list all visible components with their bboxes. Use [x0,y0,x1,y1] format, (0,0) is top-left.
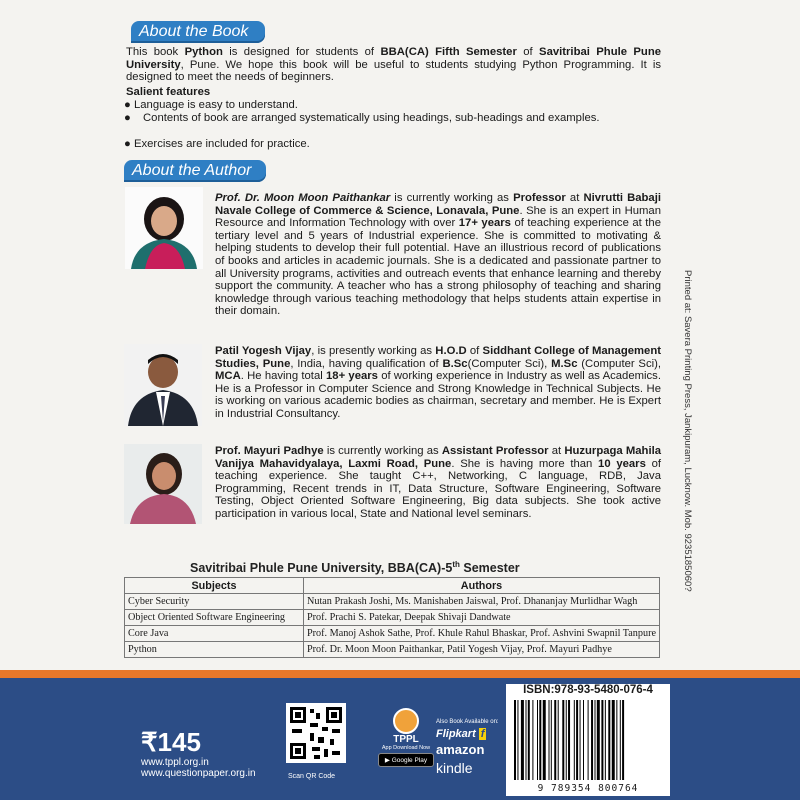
orange-divider [0,670,800,678]
author-photo-2 [124,344,202,426]
text: th [452,560,460,569]
feature-item [124,138,664,151]
author-3-bio [215,445,661,521]
flipkart-text: Flipkart [436,728,476,740]
feature-item [124,99,664,112]
tppl-logo-icon [393,708,419,734]
google-play-label: Google Play [391,757,428,764]
text: at [565,192,584,204]
tppl-label: TPPL [393,734,419,745]
table-cell: Prof. Manoj Ashok Sathe, Prof. Khule Rahul Bhaskar, Prof. Ashvini Swapnil Tanpure [304,626,660,642]
table-row [125,642,660,658]
amazon-logo[interactable]: amazon [436,742,485,757]
feature-text: Contents of book are arranged systematically using headings, sub-headings and examples. [143,112,600,124]
text: Savitribai Phule Pune University, BBA(CA)-5 [190,561,453,576]
table-cell: Python [125,642,304,658]
text: of teaching experience at the tertiary level and 5 years of Industrial experience. She is committed to motivating & helping students to develop their full potential. Have an illustrious record of publications of books and articles in academic journals. She is a dedicated and passionate partner to all University programs, activities and outreach events that enhance learning and thereby support the community. A teacher who has a strong philosophy of teaching and sharing knowledge through various teaching methodology that helps students attain expertise in their domain. [215,217,661,318]
table-cell: Cyber Security [125,594,304,610]
portrait-icon [124,344,202,426]
portrait-icon [124,444,202,524]
text: of working experience in Industry as well as Academics. He is a Professor in Computer Science and Strong Knowledge in Technical Subjects. He is working on various academic bodies as chairman, secretary and member. He is Expert in Industrial Consultancy. [215,370,661,420]
text: (Computer Sci), [467,357,552,370]
subjects-authors-table [124,577,660,658]
text-bold: H.O.D [435,345,467,357]
salient-features-title: Salient features [126,86,211,98]
author-1-bio-part [215,192,661,318]
text-bold: Siddhant College of Management Studies, Pune [215,345,662,370]
kindle-logo[interactable]: kindle [436,760,473,776]
feature-text: Language is easy to understand. [133,99,298,111]
tppl-app[interactable] [378,708,434,767]
table-cell: Core Java [125,626,304,642]
bullet-icon: ● [124,138,131,150]
bullet-icon: ● [124,99,131,111]
qr-code[interactable] [286,703,346,763]
text-bold: BBA(CA) Fifth Semester [380,46,517,58]
text-bold: MCA [215,370,241,383]
text-bold: Savitribai Phule Pune University [126,46,662,71]
text-bold: 17+ years [458,217,511,230]
text: , Pune. We hope this book will be useful to students studying Python Programming. It is designed to meet the needs of beginners. [126,58,661,84]
feature-text: Exercises are included for practice. [133,138,310,150]
author-3-name: Prof. Mayuri Padhye [215,445,324,457]
tppl-sublabel: App Download Now [381,745,431,751]
table-row [125,594,660,610]
author-2-bio [215,345,661,421]
printer-note-text: Printed at: Savera Printing Press, Jankipuram, Lucknow. Mob. 9235185060? [682,270,693,592]
about-author-heading: About the Author [124,160,266,182]
text: This book [126,46,185,58]
price: ₹145 [141,727,201,757]
text: . He having total [240,370,326,383]
text: Semester [459,561,520,576]
bullet-icon: ● [124,112,131,124]
barcode-number: 9 789354 800764 [537,783,639,794]
table-header: Authors [304,578,660,594]
printer-note [683,270,697,630]
flipkart-bag-icon: f [480,728,485,740]
text: of teaching experience. She taught C++, Networking, C language, RDB, Java Programming, Recent trends in IT, Data Structure, Software Engineering, Software Testing, Object Oriented Software Engineering, Big data subjects. She took active participation in various local, State and National level seminars. [215,457,661,520]
author-1-name: Prof. Dr. Moon Moon Paithankar [215,192,391,204]
isbn-barcode [506,684,670,796]
qr-caption: Scan QR Code [288,773,336,780]
table-cell: Nutan Prakash Joshi, Ms. Manishaben Jaiswal, Prof. Dhananjay Murlidhar Wagh [304,594,660,610]
text: . She is having more than [451,457,599,470]
isbn-label: ISBN:978-93-5480-076-4 [523,684,653,696]
availability-label: Also Book Available on: [436,719,499,725]
text: of [466,345,483,357]
text-bold: B.Sc [442,357,468,370]
website-link[interactable]: www.tppl.org.in [141,757,209,768]
about-book-paragraph [126,46,661,84]
table-cell: Prof. Dr. Moon Moon Paithankar, Patil Yogesh Vijay, Prof. Mayuri Padhye [304,642,660,658]
website-link[interactable]: www.questionpaper.org.in [141,768,256,779]
table-header-row [125,578,660,594]
table-title [190,560,590,575]
text-bold: Nivrutti Babaji Navale College of Commerce & Science, Lonavala, Pune [215,192,661,217]
qr-code-icon [286,703,346,763]
text: (Computer Sci), [577,357,662,370]
author-photo-1 [125,187,203,269]
portrait-icon [125,187,203,269]
table-header: Subjects [125,578,304,594]
table-row [125,626,660,642]
text: . She is an expert in Human Resource and Information Technology with over [215,204,661,230]
text-bold: 18+ years [326,370,378,383]
text: is currently working as [390,192,514,204]
author-photo-3 [124,444,202,524]
google-play-badge[interactable] [378,753,434,767]
barcode-icon [512,700,664,780]
text: , India, having qualification of [290,357,443,370]
text: is currently working as [323,445,442,457]
text-bold: Huzurpaga Mahila Vanijya Mahavidyalaya, Laxmi Road, Pune [215,445,662,470]
text-bold: Professor [513,192,566,204]
text: of [516,46,540,58]
about-book-heading: About the Book [131,21,265,43]
play-icon: ▶ [384,757,390,764]
author-2-name: Patil Yogesh Vijay [215,345,312,357]
text-bold: 10 years [598,457,646,470]
text: at [548,445,565,457]
table-row [125,610,660,626]
text: is designed for students of [222,46,381,58]
text-bold: Python [184,46,223,58]
flipkart-logo[interactable] [436,728,486,740]
table-cell: Prof. Prachi S. Patekar, Deepak Shivaji Dandwate [304,610,660,626]
text-bold: M.Sc [551,357,578,370]
text: , is presently working as [311,345,436,357]
table-cell: Object Oriented Software Engineering [125,610,304,626]
text-bold: Assistant Professor [441,445,549,457]
